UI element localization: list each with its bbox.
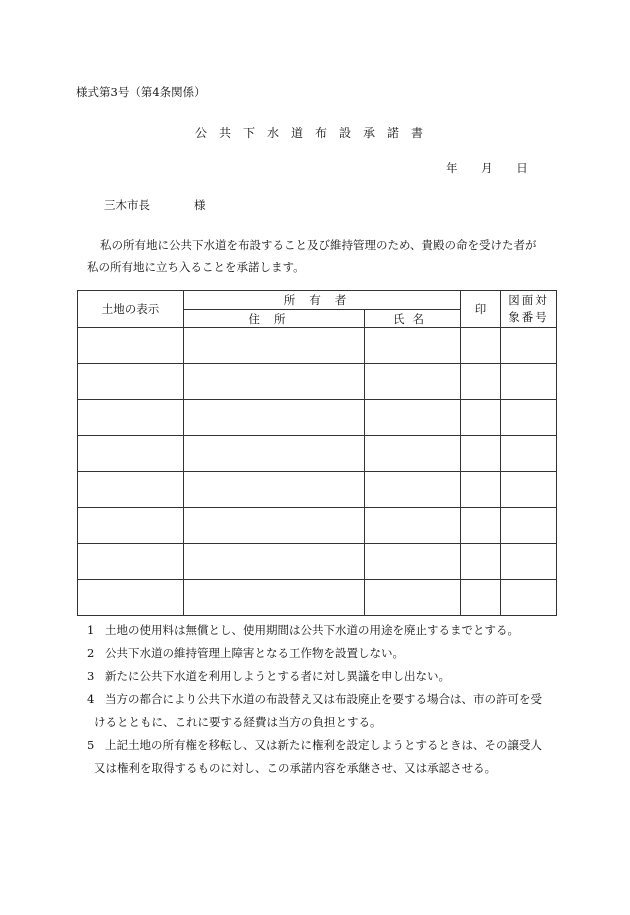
form-number: 様式第3号（第4条関係） [76,85,206,99]
name-cell [365,580,461,616]
name-cell [365,328,461,364]
seal-cell [461,400,501,436]
header-drawing-line-2: 象番号 [508,310,549,324]
condition-text: 当方の都合により公共下水道の布設替え又は布設廃止を要する場合は、市の許可を受 [105,692,542,706]
table-row [78,436,557,472]
drawing-number-cell [501,364,557,400]
seal-cell [461,508,501,544]
land-cell [78,436,184,472]
table-row [78,328,557,364]
honorific: 様 [194,198,206,212]
address-cell [184,544,365,580]
drawing-number-cell [501,544,557,580]
seal-cell [461,328,501,364]
condition-item [85,665,545,688]
name-cell [365,472,461,508]
drawing-number-cell [501,580,557,616]
seal-cell [461,544,501,580]
header-owner: 所有者 [184,291,461,310]
seal-cell [461,364,501,400]
name-cell [365,508,461,544]
land-cell [78,580,184,616]
condition-item [85,619,545,642]
land-cell [78,364,184,400]
table-row [78,580,557,616]
consent-statement [87,234,557,278]
land-cell [78,508,184,544]
table-row [78,544,557,580]
header-drawing-line-1: 図面対 [508,293,549,307]
address-cell [184,508,365,544]
condition-text: 公共下水道の維持管理上障害となる工作物を設置しない。 [105,646,404,660]
address-cell [184,436,365,472]
land-cell [78,472,184,508]
seal-cell [461,580,501,616]
condition-number: 5 [87,738,95,752]
addressee: 三木市長 [104,198,150,212]
condition-text-continued: 又は権利を取得するものに対し、この承諾内容を承継させ、又は承認させる。 [94,761,497,775]
table-row [78,364,557,400]
condition-number: 1 [87,623,95,637]
drawing-number-cell [501,400,557,436]
address-cell [184,400,365,436]
condition-text: 上記土地の所有権を移転し、又は新たに権利を設定しようとするときは、その譲受人 [105,738,542,752]
condition-text-continued: けるとともに、これに要する経費は当方の負担とする。 [94,715,382,729]
condition-number: 2 [87,646,95,660]
conditions-list [85,619,545,780]
drawing-number-cell [501,436,557,472]
condition-number: 4 [87,692,95,706]
table-row [78,508,557,544]
address-cell [184,364,365,400]
header-drawing-number [501,291,557,328]
drawing-number-cell [501,508,557,544]
header-seal: 印 [461,291,501,328]
addressee-line [104,197,206,213]
name-cell [365,436,461,472]
address-cell [184,472,365,508]
condition-number: 3 [87,669,95,683]
land-cell [78,544,184,580]
header-land: 土地の表示 [78,291,184,328]
address-cell [184,580,365,616]
table-row [78,472,557,508]
condition-item [85,642,545,665]
condition-text: 土地の使用料は無償とし、使用期間は公共下水道の用途を廃止するまでとする。 [105,623,519,637]
header-name: 氏名 [365,310,461,328]
seal-cell [461,472,501,508]
seal-cell [461,436,501,472]
land-cell [78,328,184,364]
statement-line-2: 私の所有地に立ち入ることを承諾します。 [87,260,305,274]
land-table [77,290,557,616]
name-cell [365,400,461,436]
address-cell [184,328,365,364]
name-cell [365,364,461,400]
table-row [78,400,557,436]
document-title: 公共下水道布設承諾書 [194,126,435,140]
name-cell [365,544,461,580]
land-cell [78,400,184,436]
condition-text: 新たに公共下水道を利用しようとする者に対し異議を申し出ない。 [105,669,450,683]
statement-line-1: 私の所有地に公共下水道を布設すること及び維持管理のため、貴殿の命を受けた者が [100,238,537,252]
condition-item [85,688,545,734]
condition-item [85,734,545,780]
date-line: 年 月 日 [446,161,528,175]
drawing-number-cell [501,472,557,508]
header-address: 住所 [184,310,365,328]
drawing-number-cell [501,328,557,364]
